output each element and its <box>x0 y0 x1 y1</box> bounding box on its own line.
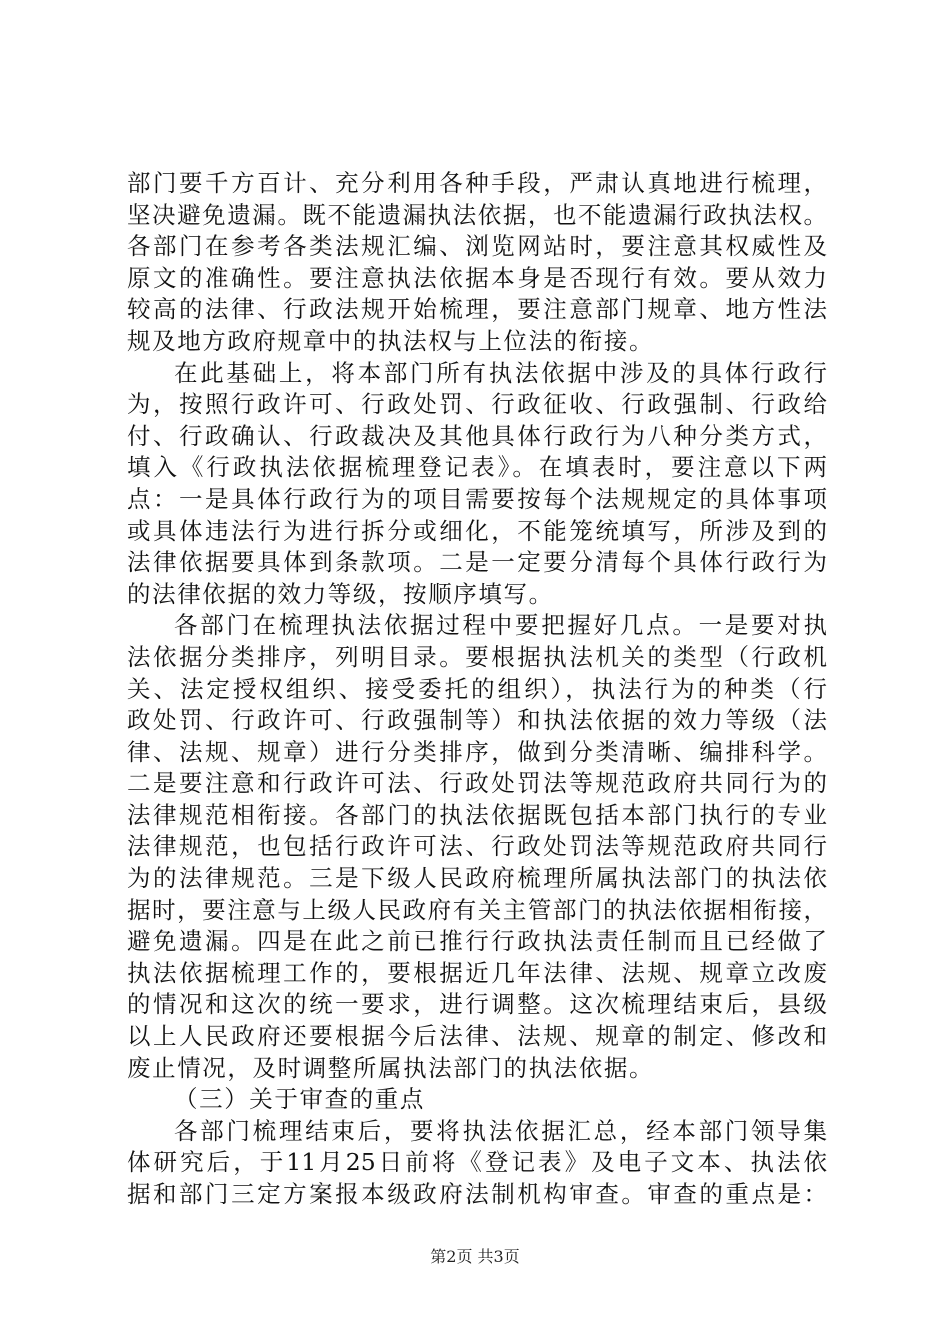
body-line: 为，按照行政许可、行政处罚、行政征收、行政强制、行政给 <box>127 390 827 419</box>
page-footer <box>0 1244 950 1267</box>
body-line: 避免遗漏。四是在此之前已推行行政执法责任制而且已经做了 <box>127 927 827 956</box>
body-line: 部门要千方百计、充分利用各种手段，严肃认真地进行梳理， <box>127 169 827 197</box>
body-line: 规及地方政府规章中的执法权与上位法的衔接。 <box>127 326 655 355</box>
body-line: 的法律依据的效力等级，按顺序填写。 <box>127 579 554 608</box>
body-line-paragraph-start: 各部门在梳理执法依据过程中要把握好几点。一是要对执 <box>174 611 827 640</box>
body-line: 坚决避免遗漏。既不能遗漏执法依据，也不能遗漏行政执法权。 <box>127 200 827 229</box>
section-heading: （三）关于审查的重点 <box>174 1085 425 1114</box>
page-number-label: 第2页 共3页 <box>430 1247 520 1266</box>
body-line: 废止情况，及时调整所属执法部门的执法依据。 <box>127 1053 655 1082</box>
body-line: 各部门在参考各类法规汇编、浏览网站时，要注意其权威性及 <box>127 232 827 261</box>
body-line: 为的法律规范。三是下级人民政府梳理所属执法部门的执法依 <box>127 864 827 893</box>
body-line: 法律规范，也包括行政许可法、行政处罚法等规范政府共同行 <box>127 832 827 861</box>
body-line: 较高的法律、行政法规开始梳理，要注意部门规章、地方性法 <box>127 295 827 324</box>
body-line: 原文的准确性。要注意执法依据本身是否现行有效。要从效力 <box>127 263 827 292</box>
body-line: 据和部门三定方案报本级政府法制机构审查。审查的重点是： <box>127 1180 827 1208</box>
body-line: 法律规范相衔接。各部门的执法依据既包括本部门执行的专业 <box>127 800 827 829</box>
body-line: 点：一是具体行政行为的项目需要按每个法规规定的具体事项 <box>127 484 827 513</box>
document-body <box>127 168 827 1211</box>
body-line: 关、法定授权组织、接受委托的组织），执法行为的种类（行 <box>127 674 827 703</box>
body-line: 政处罚、行政许可、行政强制等）和执法依据的效力等级（法 <box>127 706 827 735</box>
body-line: 据时，要注意与上级人民政府有关主管部门的执法依据相衔接， <box>127 895 827 924</box>
body-line: 的情况和这次的统一要求，进行调整。这次梳理结束后，县级 <box>127 990 827 1019</box>
body-line: 以上人民政府还要根据今后法律、法规、规章的制定、修改和 <box>127 1022 827 1051</box>
body-line-paragraph-start: 在此基础上，将本部门所有执法依据中涉及的具体行政行 <box>174 358 827 387</box>
body-line: 法依据分类排序，列明目录。要根据执法机关的类型（行政机 <box>127 642 827 671</box>
body-line: 付、行政确认、行政裁决及其他具体行政行为八种分类方式， <box>127 421 827 450</box>
body-line: 填入《行政执法依据梳理登记表》。在填表时，要注意以下两 <box>127 453 827 482</box>
body-line: 律、法规、规章）进行分类排序，做到分类清晰、编排科学。 <box>127 737 827 766</box>
body-line: 二是要注意和行政许可法、行政处罚法等规范政府共同行为的 <box>127 769 827 798</box>
body-line: 执法依据梳理工作的，要根据近几年法律、法规、规章立改废 <box>127 958 827 987</box>
body-line: 体研究后，于11月25日前将《登记表》及电子文本、执法依 <box>127 1148 827 1177</box>
body-line: 法律依据要具体到条款项。二是一定要分清每个具体行政行为 <box>127 548 827 577</box>
body-line: 或具体违法行为进行拆分或细化，不能笼统填写，所涉及到的 <box>127 516 827 545</box>
body-line-paragraph-start: 各部门梳理结束后，要将执法依据汇总，经本部门领导集 <box>174 1116 827 1145</box>
